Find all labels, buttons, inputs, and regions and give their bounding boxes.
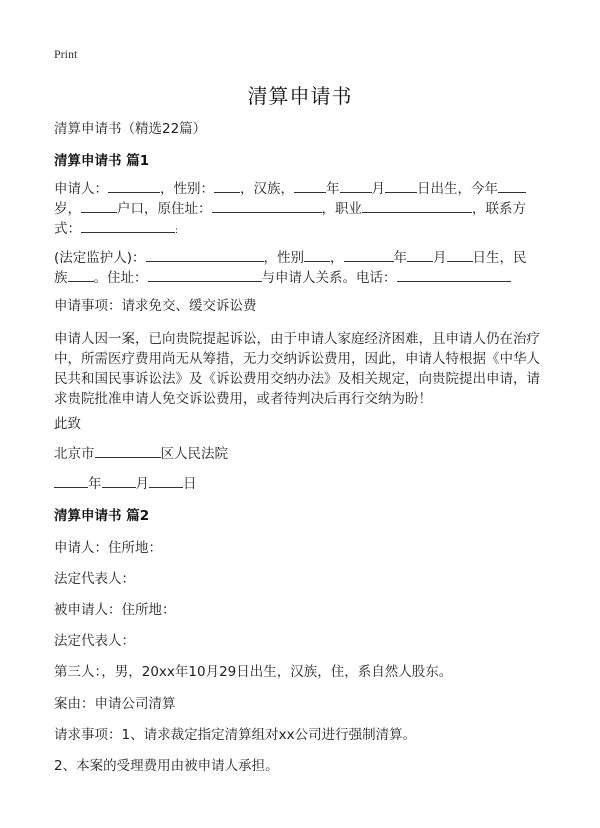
blank-guardian-day[interactable]: [447, 247, 473, 262]
label-born-ethnicity: 日生，民: [472, 250, 527, 266]
blank-birth-month[interactable]: [340, 178, 372, 193]
colon-mark: :: [175, 226, 179, 236]
label-age-unit: 岁，: [54, 201, 81, 217]
applicant-line-3: [54, 218, 178, 242]
label-ethnicity-cont: 族: [54, 270, 68, 286]
blank-address[interactable]: [212, 198, 322, 213]
s2-line-8: 2、本案的受理费用由被申请人承担。: [54, 758, 279, 774]
applicant-line-1: [54, 178, 526, 200]
s2-line-6: 案由：申请公司清算: [54, 696, 176, 712]
label-contact: ，联系方: [472, 201, 526, 217]
label-month: 月: [135, 476, 149, 492]
blank-guardian-name[interactable]: [146, 247, 264, 262]
label-court: 区人民法院: [160, 446, 228, 462]
s2-line-4: 法定代表人：: [54, 633, 135, 649]
label-guardian-gender: ，性别: [263, 250, 305, 266]
label-relation-phone: 与申请人关系。电话：: [261, 270, 397, 286]
label-year: 年: [88, 476, 102, 492]
section2-heading: 清算申请书 篇2: [54, 508, 150, 524]
label-contact-cont: 式：: [54, 221, 81, 237]
label-applicant: 申请人：: [54, 181, 108, 197]
s2-line-5: 第三人：，男，20xx年10月29日出生，汉族，住，系自然人股东。: [54, 664, 453, 680]
s2-line-2: 法定代表人：: [54, 571, 135, 587]
label-born-age: 日出生，今年: [417, 181, 498, 197]
body-line-3: 民共和国民事诉讼法》及《诉讼费用交纳办法》及相关规定，向贵院提出申请，请: [54, 371, 540, 387]
print-label[interactable]: Print: [54, 47, 78, 61]
label-month: 月: [433, 250, 447, 266]
blank-household[interactable]: [81, 198, 117, 213]
guardian-line-2: [54, 267, 511, 289]
blank-contact[interactable]: [81, 218, 175, 233]
blank-guardian-gender[interactable]: [304, 247, 330, 262]
label-guardian-address: 。住址：: [93, 270, 148, 286]
label-address: 户口，原住址：: [117, 201, 212, 217]
label-gender: ，性别：: [160, 181, 214, 197]
body-line-1: 申请人因一案，已向贵院提起诉讼，由于申请人家庭经济困难，且申请人仍在治疗: [54, 331, 540, 347]
salutation: 此致: [54, 416, 81, 432]
applicant-line-2: [54, 198, 526, 220]
court-line: [54, 443, 228, 465]
document-subtitle: 清算申请书（精选22篇）: [54, 121, 207, 137]
label-year: 年: [393, 250, 408, 266]
blank-applicant-name[interactable]: [108, 178, 160, 193]
section1-heading: 清算申请书 篇1: [54, 153, 150, 169]
label-year: 年: [326, 181, 340, 197]
blank-guardian-address[interactable]: [148, 267, 262, 282]
blank-district[interactable]: [95, 443, 161, 458]
guardian-line-1: [54, 247, 527, 269]
blank-guardian-year[interactable]: [344, 247, 394, 262]
label-ethnicity: ，汉族，: [240, 181, 294, 197]
s2-line-7: 请求事项：1、请求裁定指定清算组对xx公司进行强制清算。: [54, 727, 417, 743]
document-title: 清算申请书: [247, 84, 353, 108]
blank-age[interactable]: [498, 178, 526, 193]
body-line-2: 中，所需医疗费用尚无从筹措，无力交纳诉讼费用，因此，申请人特根据《中华人: [54, 351, 540, 367]
body-line-4: 求贵院批准申请人免交诉讼费用，或者待判决后再行交纳为盼！: [54, 391, 432, 407]
blank-gender[interactable]: [214, 178, 240, 193]
blank-birth-year[interactable]: [294, 178, 326, 193]
s2-line-1: 申请人：住所地：: [54, 540, 162, 556]
blank-guardian-month[interactable]: [407, 247, 433, 262]
application-matter: 申请事项：请求免交、缓交诉讼费: [54, 298, 257, 314]
blank-birth-day[interactable]: [385, 178, 417, 193]
label-occupation: ，职业: [321, 201, 362, 217]
blank-guardian-ethnicity[interactable]: [68, 267, 94, 282]
blank-month[interactable]: [102, 473, 136, 488]
label-city: 北京市: [54, 446, 95, 462]
blank-guardian-phone[interactable]: [397, 267, 511, 282]
blank-occupation[interactable]: [362, 198, 472, 213]
date-line: [54, 473, 197, 495]
s2-line-3: 被申请人：住所地：: [54, 602, 176, 618]
blank-year[interactable]: [54, 473, 88, 488]
blank-day[interactable]: [149, 473, 183, 488]
label-guardian: (法定监护人)：: [54, 250, 146, 266]
label-day: 日: [183, 476, 197, 492]
comma: ，: [330, 250, 344, 266]
label-month: 月: [371, 181, 385, 197]
